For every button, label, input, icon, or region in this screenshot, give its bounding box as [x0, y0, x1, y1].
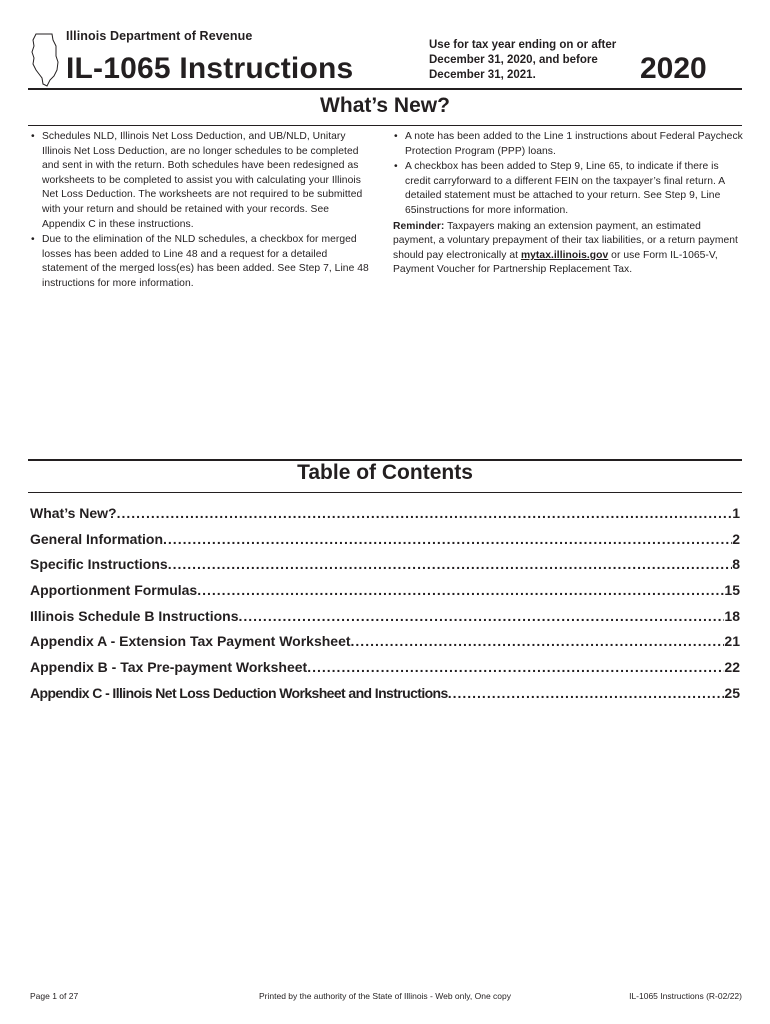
- toc-entry-apportionment-formulas[interactable]: [30, 582, 740, 608]
- toc-entry-page: 15: [724, 582, 740, 599]
- toc-leader: [238, 608, 724, 624]
- tax-year-note: Use for tax year ending on or after December 31, 2020, and before December 31, 2021.: [429, 39, 617, 81]
- whats-new-heading: What’s New?: [320, 94, 450, 117]
- toc-entry-whats-new[interactable]: [30, 505, 740, 531]
- footer-form-revision: IL-1065 Instructions (R-02/22): [629, 991, 742, 1001]
- toc-leader: [168, 556, 733, 572]
- agency-name: Illinois Department of Revenue: [66, 29, 253, 43]
- toc-entry-label: General Information: [30, 530, 164, 547]
- form-title: IL-1065 Instructions: [66, 52, 354, 85]
- table-of-contents: [30, 505, 740, 711]
- toc-leader: [117, 505, 733, 521]
- toc-entry-schedule-b[interactable]: [30, 608, 740, 634]
- list-item: [30, 130, 370, 232]
- footer-page-number: Page 1 of 27: [30, 991, 79, 1001]
- toc-entry-label: Appendix B - Tax Pre-payment Worksheet: [30, 659, 308, 676]
- toc-entry-label: Appendix C - Illinois Net Loss Deduction Worksheet and Instructions: [30, 684, 448, 701]
- bullet-icon: •: [394, 161, 398, 173]
- footer-authority: Printed by the authority of the State of Illinois - Web only, One copy: [259, 991, 511, 1001]
- toc-entry-label: Specific Instructions: [30, 556, 168, 573]
- toc-entry-appendix-c[interactable]: [30, 685, 740, 711]
- toc-entry-label: Appendix A - Extension Tax Payment Worksheet: [30, 633, 351, 650]
- toc-leader: [197, 582, 724, 598]
- toc-entry-label: Apportionment Formulas: [30, 582, 198, 599]
- list-item: [30, 233, 370, 291]
- toc-entry-appendix-a[interactable]: [30, 633, 740, 659]
- bullet-text: A checkbox has been added to Step 9, Line 65, to indicate if there is credit carryforward to a different FEIN on the taxpayer’s final return. A detailed statement must be attached to your return. See Step 9, Line 65instructions for more information.: [405, 161, 725, 216]
- reminder-text: Taxpayers making an extension payment, an estimated payment, a voluntary prepayment of their tax liabilities, or a return payment should pay electronically at: [393, 220, 738, 261]
- list-item: [393, 160, 743, 218]
- reminder-text-end: or use Form IL-1065-V, Payment Voucher for Partnership Replacement Tax.: [393, 249, 718, 276]
- whats-new-right-column: [393, 130, 743, 278]
- toc-entry-appendix-b[interactable]: [30, 659, 740, 685]
- toc-entry-page: 8: [732, 556, 740, 573]
- toc-divider-bottom: [28, 492, 742, 493]
- mytax-link[interactable]: mytax.illinois.gov: [520, 249, 609, 261]
- toc-entry-label: Illinois Schedule B Instructions: [30, 607, 239, 624]
- toc-entry-specific-instructions[interactable]: [30, 556, 740, 582]
- toc-entry-page: 21: [724, 633, 740, 650]
- list-item: [393, 130, 743, 159]
- bullet-icon: •: [31, 234, 35, 246]
- reminder-label: Reminder:: [393, 220, 445, 232]
- toc-leader: [163, 531, 732, 547]
- whats-new-divider: [28, 125, 742, 126]
- toc-leader: [351, 633, 725, 649]
- toc-entry-page: 18: [724, 607, 740, 624]
- toc-entry-page: 1: [732, 505, 740, 521]
- bullet-text: Schedules NLD, Illinois Net Loss Deduction, and UB/NLD, Unitary Illinois Net Loss Deduction, are no longer schedules to be completed and sent in with the return. Both schedules have been redesigned as worksheets to be completed to assist you with calculating your Illinois Net Loss Deduction. The worksheets are not required to be submitted with your return and should be retained with your records. See Appendix C in these instructions.: [42, 131, 363, 230]
- reminder-paragraph: [393, 220, 743, 278]
- toc-entry-page: 22: [724, 659, 740, 676]
- toc-entry-page: 2: [732, 530, 740, 547]
- tax-year: 2020: [640, 52, 707, 85]
- bullet-icon: •: [394, 131, 398, 142]
- header-divider: [28, 88, 742, 90]
- toc-entry-general-information[interactable]: [30, 531, 740, 557]
- toc-leader: [307, 659, 724, 675]
- illinois-outline-icon: [30, 32, 60, 88]
- toc-leader: [448, 685, 725, 701]
- toc-heading: Table of Contents: [297, 461, 473, 484]
- bullet-icon: •: [31, 131, 35, 142]
- bullet-text: A note has been added to the Line 1 instructions about Federal Paycheck Protection Program (PPP) loans.: [405, 131, 743, 157]
- toc-entry-page: 25: [724, 684, 740, 701]
- bullet-text: Due to the elimination of the NLD schedules, a checkbox for merged losses has been added to Line 48 and a request for a detailed statement of the merged loss(es) has been added. See Step 7, Line 48 instructions for more information.: [42, 234, 369, 289]
- toc-entry-label: What’s New?: [30, 505, 117, 521]
- whats-new-left-column: [30, 130, 370, 293]
